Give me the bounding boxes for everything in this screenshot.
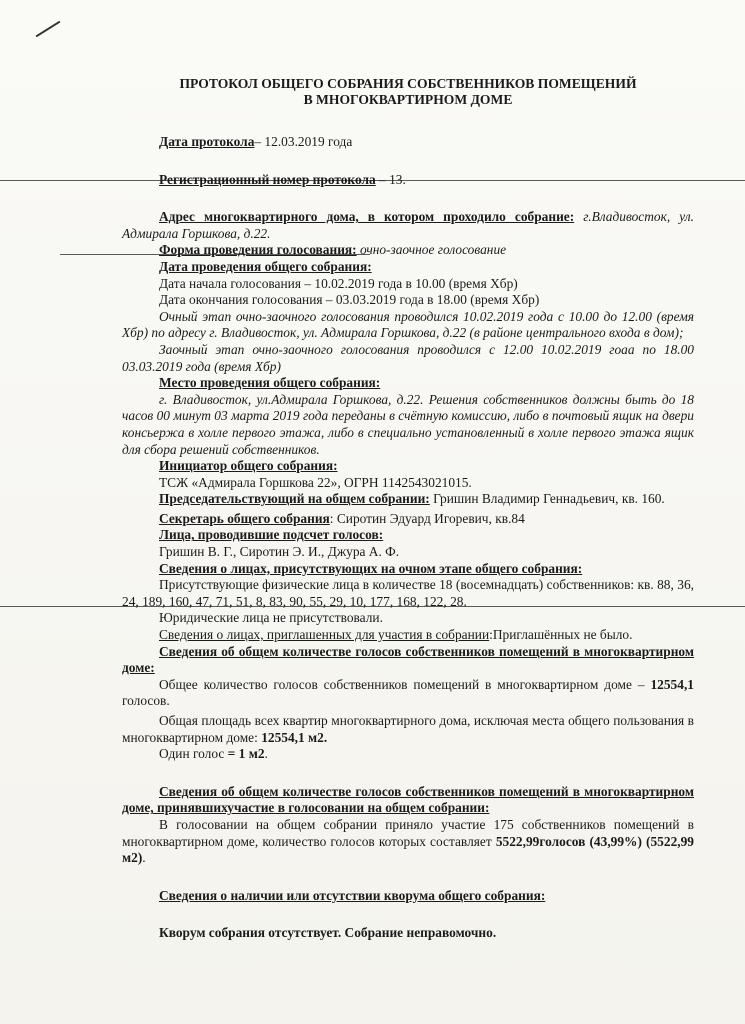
protocol-document <box>122 76 694 942</box>
quorum-heading: Сведения о наличии или отсутствии кворума общего собрания: <box>159 887 546 903</box>
secretary: Секретарь общего собрания: Сиротин Эдуард Игоревич, кв.84 <box>159 510 525 526</box>
in-person-stage: Очный этап очно-заочного голосования проводился 10.02.2019 года с 10.00 до 12.00 (время Хбр) по адресу г. Владивосток, ул. Адмирала Горшкова, д.22 (в районе центрального входа в дом); <box>122 308 694 341</box>
meeting-dates-heading: Дата проведения общего собрания: <box>159 258 372 274</box>
title-line-2: В МНОГОКВАРТИРНОМ ДОМЕ <box>303 92 513 107</box>
house-address: Адрес многоквартирного дома, в котором проходило собрание: г.Владивосток, ул. Адмирала Горшкова, д.22. <box>122 209 694 241</box>
vote-equivalence: Один голос = 1 м2. <box>159 746 268 762</box>
participated-heading: Сведения об общем количестве голосов собственников помещений в многоквартирном доме, принявшихучастие в голосовании на общем собрании: <box>122 783 694 816</box>
invited-persons: Сведения о лицах, приглашенных для участия в собрании:Приглашённых не было. <box>159 627 633 643</box>
initiator-heading: Инициатор общего собрания: <box>159 458 338 474</box>
voting-form: Форма проведения голосования: очно-заочное голосование <box>159 242 507 258</box>
chairman: Председательствующий на общем собрании: Гришин Владимир Геннадьевич, кв. 160. <box>159 491 665 507</box>
absentee-stage: Заочный этап очно-заочного голосования проводился с 12.00 10.02.2019 гоаа по 18.00 03.03.2019 года (время Хбр) <box>122 341 694 374</box>
total-area: Общая площадь всех квартир многоквартирного дома, исключая места общего пользования в многоквартирном доме: 12554,1 м2. <box>122 713 694 745</box>
counters-heading: Лица, проводившие подсчет голосов: <box>159 527 384 543</box>
voting-end: Дата окончания голосования – 03.03.2019 года в 18.00 (время Хбр) <box>159 292 540 308</box>
quorum-result: Кворум собрания отсутствует. Собрание неправомочно. <box>159 925 497 941</box>
meeting-place: г. Владивосток, ул.Адмирала Горшкова, д.22. Решения собственников должны быть до 18 часов 00 минут 03 марта 2019 года переданы в счётную комиссию, либо в почтовый ящик на двери консьержа в холле первого этажа, либо в специально установленный в холле первого этажа ящик для сбора решений собственников. <box>122 391 694 457</box>
total-votes-heading: Сведения об общем количестве голосов собственников помещений в многоквартирном доме: <box>122 643 694 676</box>
participated: В голосовании на общем собрании приняло участие 175 собственников помещений в многоквартирном доме, количество голосов которых составляет 5522,99голосов (43,99%) (5522,99 м2). <box>122 816 694 866</box>
counters: Гришин В. Г., Сиротин Э. И., Джура А. Ф. <box>159 544 400 560</box>
title-line-1: ПРОТОКОЛ ОБЩЕГО СОБРАНИЯ СОБСТВЕННИКОВ ПОМЕЩЕНИЙ <box>179 76 637 91</box>
legal-entities: Юридические лица не присутствовали. <box>159 610 383 626</box>
initiator: ТСЖ «Адмирала Горшкова 22», ОГРН 1142543021015. <box>159 474 472 490</box>
meeting-place-heading: Место проведения общего собрания: <box>159 375 381 391</box>
pen-mark <box>36 21 61 38</box>
voting-start: Дата начала голосования – 10.02.2019 года в 10.00 (время Хбр) <box>159 275 518 291</box>
total-votes: Общее количество голосов собственников помещений в многоквартирном доме – 12554,1 голосов. <box>122 676 694 709</box>
document-title <box>122 76 694 108</box>
present-persons: Присутствующие физические лица в количестве 18 (восемнадцать) собственников: кв. 88, 36, 24, 189, 160, 47, 71, 51, 8, 83, 90, 55, 29, 10, 177, 168, 122, 28. <box>122 577 694 609</box>
present-heading: Сведения о лицах, присутствующих на очном этапе общего собрания: <box>159 560 583 576</box>
protocol-date: Дата протокола– 12.03.2019 года <box>159 134 353 149</box>
registration-number: Регистрационный номер протокола – 13. <box>159 171 406 187</box>
